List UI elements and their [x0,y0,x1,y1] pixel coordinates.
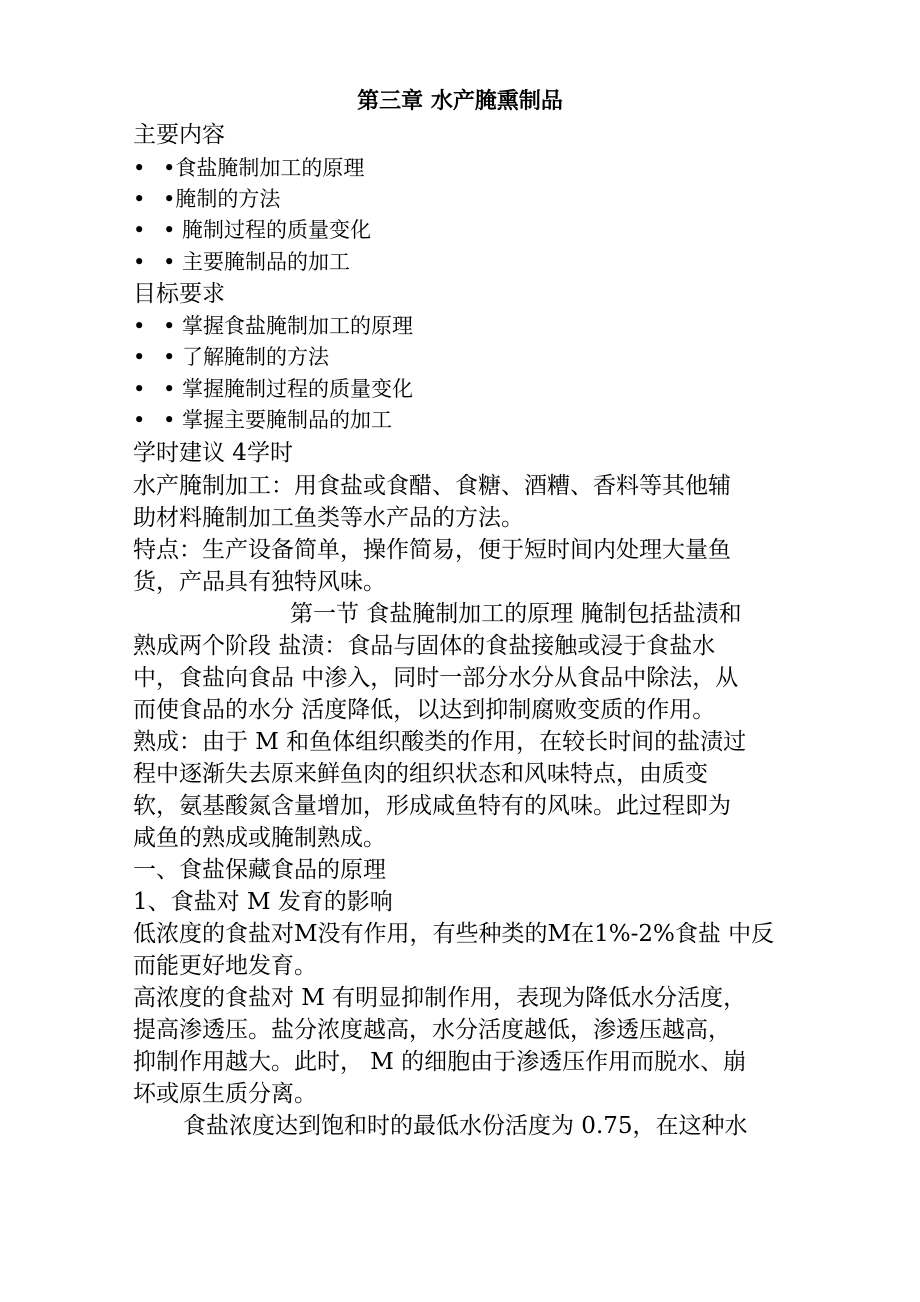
study-hours: 学时建议 4学时 [133,440,293,466]
bullet-icon: • [133,377,146,401]
goals-heading: 目标要求 [133,281,225,307]
bullet-icon: • [133,187,146,211]
main-content-item: • •腌制的方法 [133,184,280,214]
paragraph-ripening: 熟成：由于 M 和鱼体组织酸类的作用，在较长时间的盐渍过 程中逐渐失去原来鲜鱼肉的组织状态和风味特点，由质变 软，氨基酸氮含量增加，形成咸鱼特有的风味。此过程即为 咸鱼的熟成或腌制熟成。 [133,729,747,851]
bullet-icon: • [133,156,146,180]
main-content-item: • • 腌制过程的质量变化 [133,215,371,245]
bullet-icon: • [133,250,146,274]
chapter-title: 第三章 水产腌熏制品 [357,89,563,114]
paragraph-saturation: 食盐浓度达到饱和时的最低水份活度为 0.75，在这种水 [183,1113,748,1139]
paragraph-section-one: 第一节 食盐腌制加工的原理 腌制包括盐渍和 熟成两个阶段 盐渍：食品与固体的食盐接触或浸于食盐水 中，食盐向食品 中渗入，同时一部分水分从食品中除法，从 而使食品的水分 活度降低，以达到抑制腐败变质的作用。 [133,601,742,723]
paragraph-features: 特点：生产设备简单，操作简易，便于短时间内处理大量鱼 货，产品具有独特风味。 [133,537,731,595]
main-content-item: • • 主要腌制品的加工 [133,247,350,277]
bullet-icon: • [133,408,146,432]
main-content-item: • •食盐腌制加工的原理 [133,153,364,183]
main-content-heading: 主要内容 [133,122,225,148]
paragraph-definition: 水产腌制加工：用食盐或食醋、食糖、酒糟、香料等其他辅 助材料腌制加工鱼类等水产品的方法。 [133,473,731,531]
bullet-icon: • [133,218,146,242]
goals-item: • • 了解腌制的方法 [133,342,329,372]
paragraph-low-concentration: 低浓度的食盐对M没有作用，有些种类的M在1%-2%食盐 中反 而能更好地发育。 [133,921,775,979]
bullet-icon: • [133,314,146,338]
section-heading-principle: 一、食盐保藏食品的原理 [133,857,386,883]
subsection-heading-salt-effect: 1、食盐对 M 发育的影响 [133,889,393,915]
goals-item: • • 掌握腌制过程的质量变化 [133,374,413,404]
bullet-icon: • [133,345,146,369]
goals-item: • • 掌握食盐腌制加工的原理 [133,311,413,341]
goals-item: • • 掌握主要腌制品的加工 [133,405,392,435]
paragraph-high-concentration: 高浓度的食盐对 M 有明显抑制作用，表现为降低水分活度， 提高渗透压。盐分浓度越高，水分活度越低，渗透压越高， 抑制作用越大。此时， M 的细胞由于渗透压作用而脱水、崩 坏或原生质分离。 [133,985,747,1107]
